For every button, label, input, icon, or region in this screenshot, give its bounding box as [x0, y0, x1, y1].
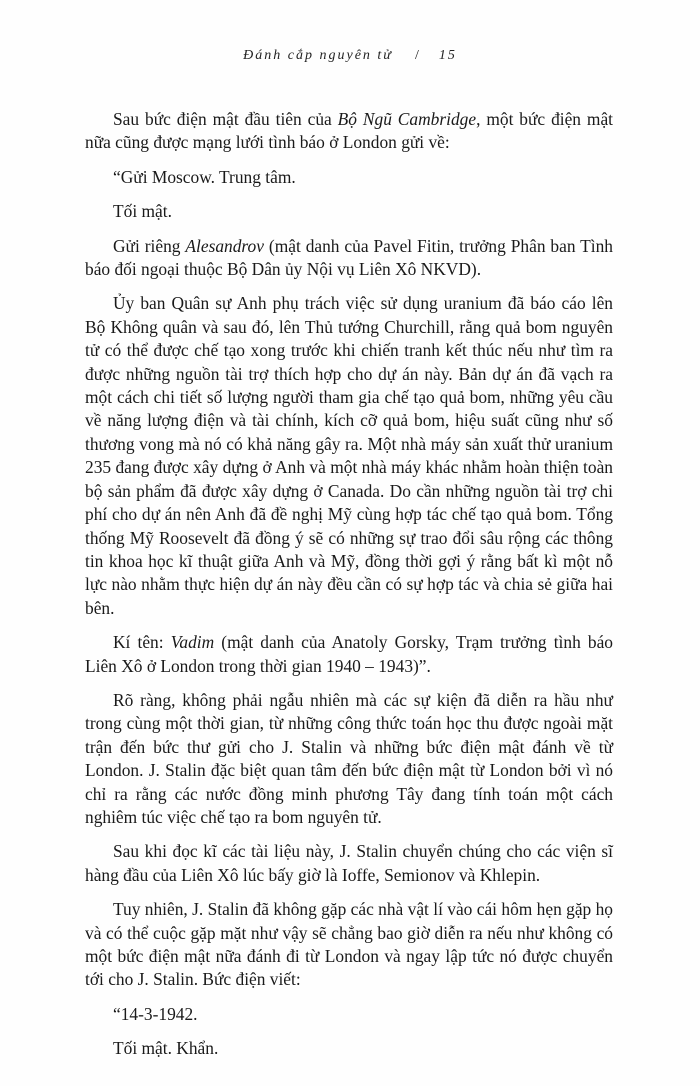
paragraph-6 [85, 631, 613, 678]
paragraph-6-text-b: (mật danh của Anatoly Gorsky, Trạm trưởng tình báo Liên Xô ở London trong thời gian 1940 – 1943)”. [85, 632, 613, 676]
header-separator: / [414, 48, 421, 63]
paragraph-1 [85, 108, 613, 155]
running-header [0, 48, 700, 64]
paragraph-4 [85, 235, 613, 282]
body-text [85, 108, 613, 1072]
paragraph-3: Tối mật. [113, 201, 172, 222]
paragraph-9: Tuy nhiên, J. Stalin đã không gặp các nhà vật lí vào cái hôm hẹn gặp họ và có thể cuộc gặp mặt như vậy sẽ chẳng bao giờ diễn ra nếu như không có một bức điện mật nữa đánh đi từ London và ngay lập tức nó được chuyển tới cho J. Stalin. Bức điện viết: [85, 899, 613, 990]
paragraph-7: Rõ ràng, không phải ngẫu nhiên mà các sự kiện đã diễn ra hầu như trong cùng một thời gian, từ những công thức toán học thu được ngoài mặt trận đến bức thư gửi cho J. Stalin và những bức điện mật đánh về từ London. J. Stalin đặc biệt quan tâm đến bức điện mật từ London bởi vì nó chỉ ra rằng các nước đồng minh phương Tây đang tính toán một cách nghiêm túc việc chế tạo ra bom nguyên tử. [85, 689, 613, 827]
paragraph-4-text-a: Gửi riêng [113, 235, 186, 256]
paragraph-1-text-a: Sau bức điện mật đầu tiên của [113, 109, 338, 129]
paragraph-4-text-b: (mật danh của Pavel Fitin, trưởng Phân ban Tình báo đối ngoại thuộc Bộ Dân ủy Nội vụ Liên Xô NKVD). [85, 235, 614, 280]
paragraph-1-emphasis: Bộ Ngũ Cambridge [337, 109, 477, 129]
paragraph-2: “Gửi Moscow. Trung tâm. [113, 166, 296, 187]
page-number: 15 [438, 48, 457, 63]
chapter-title: Đánh cắp nguyên tử [243, 48, 393, 63]
paragraph-10: “14-3-1942. [113, 1003, 198, 1024]
paragraph-11: Tối mật. Khẩn. [113, 1038, 219, 1059]
paragraph-5: Ủy ban Quân sự Anh phụ trách việc sử dụng uranium đã báo cáo lên Bộ Không quân và sau đó, lên Thủ tướng Churchill, rằng quả bom nguyên tử có thể được chế tạo xong trước khi chiến tranh kết thúc nếu như tìm ra được những nguồn tài trợ thích hợp cho dự án này. Bản dự án đã vạch ra một cách chi tiết số lượng người tham gia chế tạo quả bom, những yêu cầu về năng lượng điện và tài chính, kích cỡ quả bom, hiệu suất cũng như số thương vong mà nó có khả năng gây ra. Một nhà máy sản xuất thử uranium 235 đang được xây dựng ở Anh và một nhà máy khác nhằm hoàn thiện toàn bộ sản phẩm đã được xây dựng ở Canada. Do cần những nguồn tài trợ chi phí cho dự án nên Anh đã đề nghị Mỹ cùng hợp tác chế tạo quả bom. Tổng thống Mỹ Roosevelt đã đồng ý sẽ có những sự trao đổi sâu rộng các thông tin khoa học kĩ thuật giữa Anh và Mỹ, đồng thời gợi ý rằng bất kì một nỗ lực nào nhằm thực hiện dự án này đều cần có sự hợp tác và chia sẻ giữa hai bên. [85, 293, 613, 618]
paragraph-6-emphasis: Vadim [170, 632, 215, 653]
paragraph-4-emphasis: Alesandrov [185, 235, 264, 256]
paragraph-1-text-b: , một bức điện mật nữa cũng được mạng lưới tình báo ở London gửi về: [85, 109, 613, 153]
paragraph-6-text-a: Kí tên: [113, 632, 171, 653]
paragraph-8: Sau khi đọc kĩ các tài liệu này, J. Stalin chuyển chúng cho các viện sĩ hàng đầu của Liên Xô lúc bấy giờ là Ioffe, Semionov và Khlepin. [85, 841, 613, 885]
